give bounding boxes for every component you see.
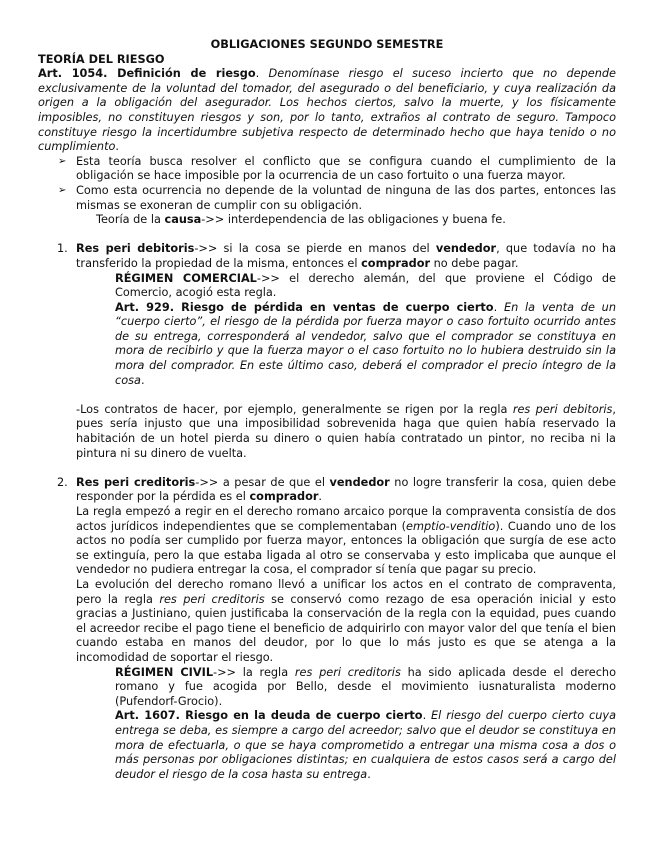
article-1054-label: Art. 1054. Definición de riesgo bbox=[38, 67, 256, 81]
contracts-paragraph: -Los contratos de hacer, por ejemplo, generalmente se rigen por la regla res peri debitoris, pues sería injusto que una imposibilidad sobrevenida haga que quien había reservado la habitación de un hotel pierda su dinero o quien había contratado un pintor, no reciba ni la pintura ni su dinero de vuelta. bbox=[76, 402, 616, 460]
document-title: OBLIGACIONES SEGUNDO SEMESTRE bbox=[210, 38, 444, 51]
evolution-paragraph: La evolución del derecho romano llevó a unificar los actos en el contrato de compraventa, pero la regla res peri creditoris se conservó como rezago de esa operación inicial y esto gracias a Justiniano, quien justificaba la conservación de la regla con la equidad, pues cuando el acreedor recibe el pago tiene el beneficio de adquirirlo con mayor valor del que tenía el bien cuando estaba en manos del deudor, por lo que lo más justo es que se atenga a la incomodidad de soportar el riesgo. bbox=[76, 577, 616, 664]
article-1054: Art. 1054. Definición de riesgo. Denomínase riesgo el suceso incierto que no depende exclusivamente de la voluntad del tomador, del asegurado o del beneficiario, y cuya realización da origen a la obligación del asegurador. Los hechos ciertos, salvo la muerte, y los físicamente imposibles, no constituyen riesgos y son, por lo tanto, extraños al contrato de seguro. Tampoco constituye riesgo la incertidumbre subjetiva respecto de determinado hecho que haya tenido o no cumplimiento. bbox=[38, 67, 616, 154]
numbered-item-1: 1. Res peri debitoris->> si la cosa se pierde en manos del vendedor, que todavía no ha transferido la propiedad de la misma, entonces el comprador no debe pagar. bbox=[57, 242, 616, 270]
bullet-item: ➢ Esta teoría busca resolver el conflicto que se configura cuando el cumplimiento de la obligación se hace imposible por la ocurrencia de un caso fortuito o una fuerza mayor. bbox=[58, 154, 616, 183]
numbered-item-2: 2. Res peri creditoris->> a pesar de que el vendedor no logre transferir la cosa, quien debe responder por la pérdida es el comprador. bbox=[57, 475, 616, 504]
document-page bbox=[38, 38, 616, 782]
regimen-comercial: RÉGIMEN COMERCIAL->> el derecho alemán, del que proviene el Código de Comercio, acogió esta regla. bbox=[115, 271, 616, 300]
article-1607: Art. 1607. Riesgo en la deuda de cuerpo cierto. El riesgo del cuerpo cierto cuya entrega se deba, es siempre a cargo del acreedor; salvo que el deudor se constituya en mora de efectuarla, o que se haya comprometido a entregar una misma cosa a dos o más personas por obligaciones distintas; en cualquiera de estos casos será a cargo del deudor el riesgo de la cosa hasta su entrega. bbox=[115, 709, 616, 781]
article-1054-text: Denomínase riesgo el suceso incierto que no depende exclusivamente de la voluntad del tomador, del asegurado o del beneficiario, y cuya realización da origen a la obligación del asegurador. Los hechos ciertos, salvo la muerte, y los físicamente imposibles, no constituyen riesgos y son, por lo tanto, extraños al contrato de seguro. Tampoco constituye riesgo la incertidumbre subjetiva respecto de determinado hecho que haya tenido o no cumplimiento bbox=[38, 67, 616, 154]
bullet-item: ➢ Como esta ocurrencia no depende de la voluntad de ninguna de las dos partes, entonces las mismas se exoneran de cumplir con su obligación. bbox=[58, 183, 616, 212]
section-heading: TEORÍA DEL RIESGO bbox=[38, 52, 165, 66]
roman-law-paragraph: La regla empezó a regir en el derecho romano arcaico porque la compraventa consistía de dos actos jurídicos independientes que se complementaban (emptio-venditio). Cuando uno de los actos no podía ser cumplido por fuerza mayor, entonces la obligación que surgía de ese acto se extinguía, pero la que estaba ligada al otro se conservaba y esto implicaba que aunque el vendedor no pudiera entregar la cosa, el comprador sí tenía que pagar su precio. bbox=[76, 505, 616, 577]
arrow-bullet-icon: ➢ bbox=[58, 184, 67, 196]
regimen-civil: RÉGIMEN CIVIL->> la regla res peri creditoris ha sido aplicada desde el derecho romano y fue acogida por Bello, desde el movimiento iusnaturalista moderno (Pufendorf-Grocio). bbox=[115, 665, 616, 708]
theory-line: Teoría de la causa->> interdependencia de las obligaciones y buena fe. bbox=[96, 213, 506, 227]
arrow-bullet-icon: ➢ bbox=[58, 155, 67, 167]
article-929: Art. 929. Riesgo de pérdida en ventas de cuerpo cierto. En la venta de un “cuerpo cierto”, el riesgo de la pérdida por fuerza mayor o caso fortuito ocurrido antes de su entrega, corresponderá al vendedor, salvo que el comprador se constituya en mora de recibirlo y que la fuerza mayor o el caso fortuito no lo hubiera destruido sin la mora del comprador. En este último caso, deberá el comprador el precio íntegro de la cosa. bbox=[115, 300, 616, 387]
